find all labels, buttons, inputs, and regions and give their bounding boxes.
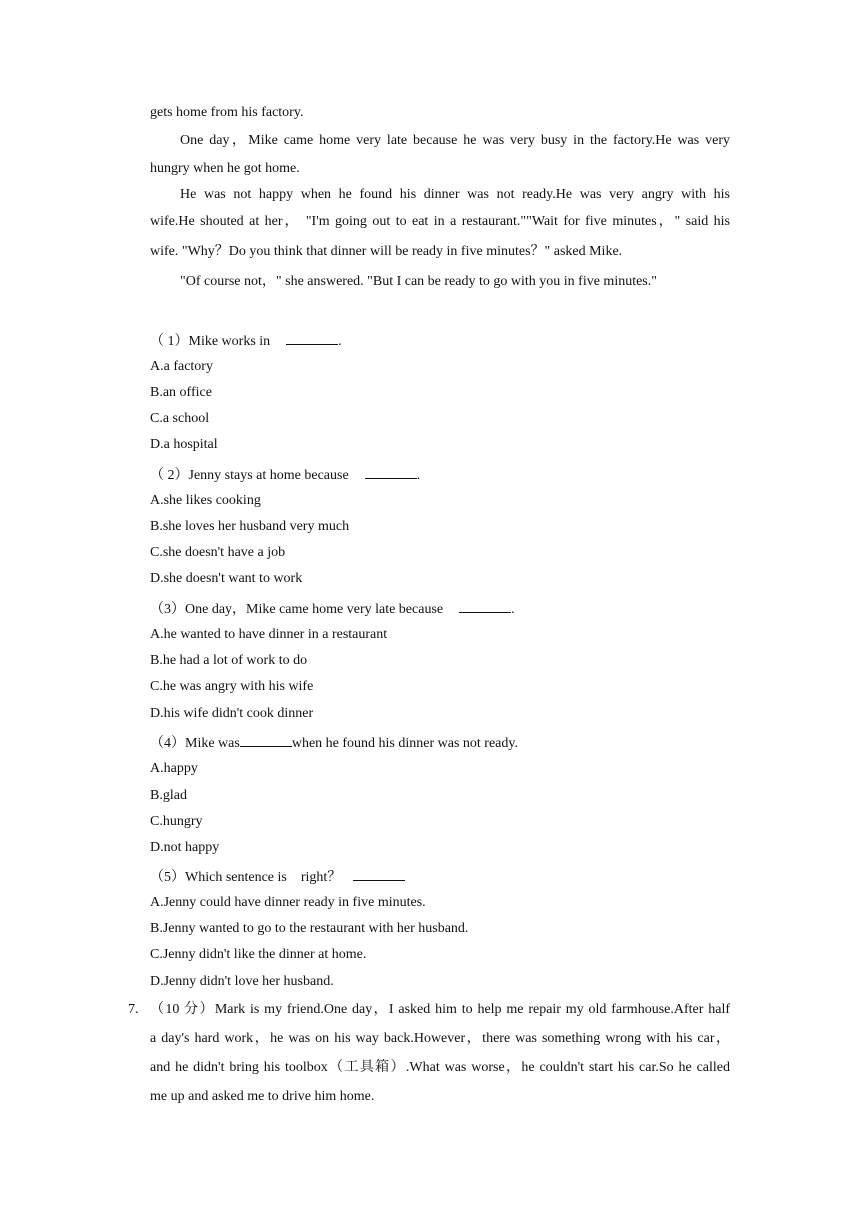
option-d: D.she doesn't want to work (150, 571, 303, 586)
passage-line: hungry when he got home. (150, 161, 300, 176)
question-stem-text: （3）One day，Mike came home very late because (150, 602, 444, 617)
answer-blank (459, 598, 511, 613)
option-b: B.Jenny wanted to go to the restaurant with her husband. (150, 921, 469, 936)
question-stem-text: （ 1）Mike works in (150, 334, 271, 349)
option-a: A.Jenny could have dinner ready in five minutes. (150, 895, 426, 910)
question-stem-text: （4）Mike was (150, 736, 240, 751)
answer-blank (365, 464, 417, 479)
option-d: D.his wife didn't cook dinner (150, 706, 314, 721)
question-stem-text: （ 2）Jenny stays at home because (150, 468, 349, 483)
question-stem-suffix: . (511, 602, 515, 617)
option-b: B.glad (150, 788, 187, 803)
passage-line: wife. "Why？Do you think that dinner will be ready in five minutes？" asked Mike. (150, 244, 623, 259)
option-d: D.not happy (150, 840, 220, 855)
question-7-line: a day's hard work，he was on his way back.However，there was something wrong with his car， (150, 1031, 730, 1046)
question-number: 7. (128, 1002, 139, 1017)
question-stem (150, 866, 730, 887)
answer-blank (240, 732, 292, 747)
option-d: D.Jenny didn't love her husband. (150, 974, 334, 989)
passage-line: He was not happy when he found his dinner was not ready.He was very angry with his (180, 187, 730, 202)
option-b: B.she loves her husband very much (150, 519, 350, 534)
option-b: B.he had a lot of work to do (150, 653, 308, 668)
option-c: C.Jenny didn't like the dinner at home. (150, 947, 367, 962)
passage-line: wife.He shouted at her， "I'm going out to eat in a restaurant.""Wait for five minutes，" said his (150, 214, 730, 229)
question-7-line: （10 分）Mark is my friend.One day，I asked him to help me repair my old farmhouse.After half (150, 1002, 730, 1017)
option-b: B.an office (150, 385, 212, 400)
option-a: A.he wanted to have dinner in a restaurant (150, 627, 388, 642)
question-stem (150, 330, 730, 351)
passage-line: One day，Mike came home very late because he was very busy in the factory.He was very (180, 133, 730, 148)
option-d: D.a hospital (150, 437, 218, 452)
option-c: C.a school (150, 411, 210, 426)
question-stem-suffix: when he found his dinner was not ready. (291, 736, 518, 751)
option-a: A.she likes cooking (150, 493, 261, 508)
option-a: A.a factory (150, 359, 213, 374)
passage-line: "Of course not，" she answered. "But I can be ready to go with you in five minutes." (180, 274, 657, 289)
question-7-line: and he didn't bring his toolbox（工具箱）.What was worse，he couldn't start his car.So he called (150, 1060, 730, 1075)
passage-line: gets home from his factory. (150, 105, 304, 120)
question-stem-suffix: . (338, 334, 342, 349)
answer-blank (286, 330, 338, 345)
question-stem-suffix: . (416, 468, 421, 483)
option-c: C.he was angry with his wife (150, 679, 314, 694)
question-stem (150, 732, 730, 753)
option-c: C.she doesn't have a job (150, 545, 286, 560)
answer-blank (353, 866, 405, 881)
option-a: A.happy (150, 761, 198, 776)
option-c: C.hungry (150, 814, 203, 829)
question-stem-text: （5）Which sentence is right？ (150, 870, 342, 885)
question-7-line: me up and asked me to drive him home. (150, 1089, 375, 1104)
question-stem (150, 464, 730, 485)
question-stem (150, 598, 730, 619)
